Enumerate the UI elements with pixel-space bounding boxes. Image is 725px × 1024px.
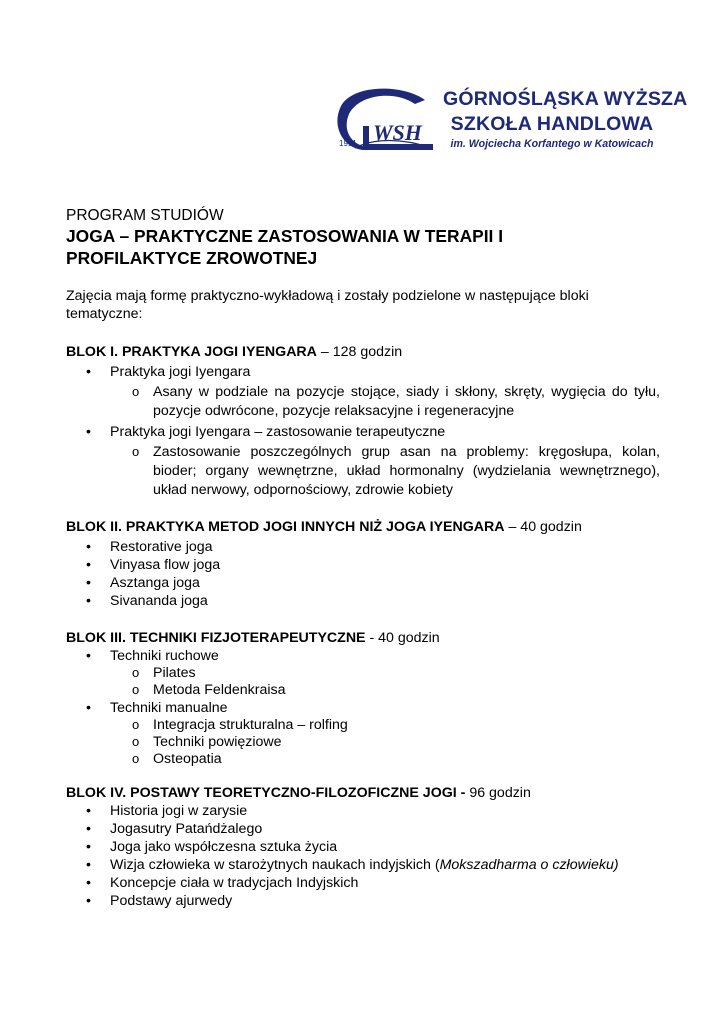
list-item: • Historia jogi w zarysie	[66, 802, 660, 820]
block-1	[66, 343, 660, 500]
logo-year: 1991	[339, 139, 357, 148]
block-heading	[66, 518, 660, 536]
sub-list-item: o Integracja strukturalna – rolfing	[66, 717, 660, 734]
block-hours: – 40 godzin	[504, 519, 582, 535]
list-item	[66, 363, 660, 421]
list-item: • Sivananda joga	[66, 592, 660, 610]
sub-list	[110, 665, 660, 699]
sub-list-item: o Techniki powięziowe	[66, 734, 660, 751]
school-logo	[333, 86, 688, 162]
school-name-line2: SZKOŁA HANDLOWA	[450, 113, 654, 135]
list-item-label: Techniki ruchowe	[110, 648, 219, 664]
intro-line2: tematyczne:	[66, 306, 143, 322]
intro-paragraph	[66, 287, 660, 323]
school-name	[443, 86, 688, 152]
sub-list-item: o Asany w podziale na pozycje stojące, siady i skłony, skręty, wygięcia do tyłu, pozycje odwrócone, pozycje relaksacyjne i regeneracyjne	[66, 383, 660, 421]
document-overline: PROGRAM STUDIÓW	[66, 207, 224, 224]
sub-list	[110, 717, 660, 768]
list-item-italic: Mokszadharma o człowieku)	[439, 857, 619, 873]
block-title: BLOK III. TECHNIKI FIZJOTERAPEUTYCZNE	[66, 630, 366, 646]
block-4	[66, 784, 660, 910]
block-heading	[66, 629, 660, 647]
intro-line1: Zajęcia mają formę praktyczno-wykładową i zostały podzielone w następujące bloki	[66, 288, 589, 304]
list-item-label: Praktyka jogi Iyengara	[110, 364, 251, 380]
document-title	[66, 225, 660, 269]
school-name-line3: im. Wojciecha Korfantego w Katowicach	[450, 138, 654, 150]
document-body	[66, 206, 660, 910]
topic-list	[66, 802, 660, 910]
list-item	[66, 699, 660, 768]
list-item-label: Praktyka jogi Iyengara – zastosowanie terapeutyczne	[110, 424, 446, 440]
topic-list	[66, 647, 660, 768]
list-item-label: Techniki manualne	[110, 700, 228, 716]
block-hours: 96 godzin	[469, 785, 531, 801]
list-item: • Joga jako współczesna sztuka życia	[66, 838, 660, 856]
sub-list-item: o Pilates	[66, 665, 660, 682]
topic-list	[66, 363, 660, 500]
block-title: BLOK IV. POSTAWY TEORETYCZNO-FILOZOFICZNE JOGI -	[66, 785, 470, 801]
sub-list	[110, 443, 660, 500]
block-3	[66, 629, 660, 768]
list-item	[66, 856, 660, 874]
list-item: • Koncepcje ciała w tradycjach Indyjskich	[66, 874, 660, 892]
list-item-label: Wizja człowieka w starożytnych naukach indyjskich (	[110, 857, 440, 873]
sub-list	[110, 383, 660, 421]
list-item: • Asztanga joga	[66, 574, 660, 592]
title-line1: JOGA – PRAKTYCZNE ZASTOSOWANIA W TERAPII I	[66, 226, 504, 246]
block-heading	[66, 343, 660, 361]
block-heading	[66, 784, 660, 802]
list-item: • Podstawy ajurwedy	[66, 892, 660, 910]
list-item: • Vinyasa flow joga	[66, 556, 660, 574]
sub-list-item: o Metoda Feldenkraisa	[66, 682, 660, 699]
list-item	[66, 423, 660, 500]
school-name-line1: GÓRNOŚLĄSKA WYŻSZA	[443, 88, 688, 110]
list-item	[66, 647, 660, 699]
sub-list-item: o Zastosowanie poszczególnych grup asan na problemy: kręgosłupa, kolan, bioder; organy wewnętrzne, układ hormonalny (wydzielania wewnętrznego), układ nerwowy, odpornościowy, zdrowie kobiety	[66, 443, 660, 500]
block-title: BLOK II. PRAKTYKA METOD JOGI INNYCH NIŻ JOGA IYENGARA	[66, 519, 505, 535]
list-item: • Restorative joga	[66, 538, 660, 556]
title-line2: PROFILAKTYCE ZROWOTNEJ	[66, 248, 318, 268]
list-item: • Jogasutry Patańdżalego	[66, 820, 660, 838]
block-hours: - 40 godzin	[365, 630, 440, 646]
topic-list	[66, 538, 660, 610]
sub-list-item: o Osteopatia	[66, 751, 660, 768]
logo-initials: WSH	[373, 120, 422, 145]
block-2	[66, 518, 660, 610]
block-hours: – 128 godzin	[316, 344, 403, 360]
logo-mark	[333, 86, 437, 158]
block-title: BLOK I. PRAKTYKA JOGI IYENGARA	[66, 344, 317, 360]
